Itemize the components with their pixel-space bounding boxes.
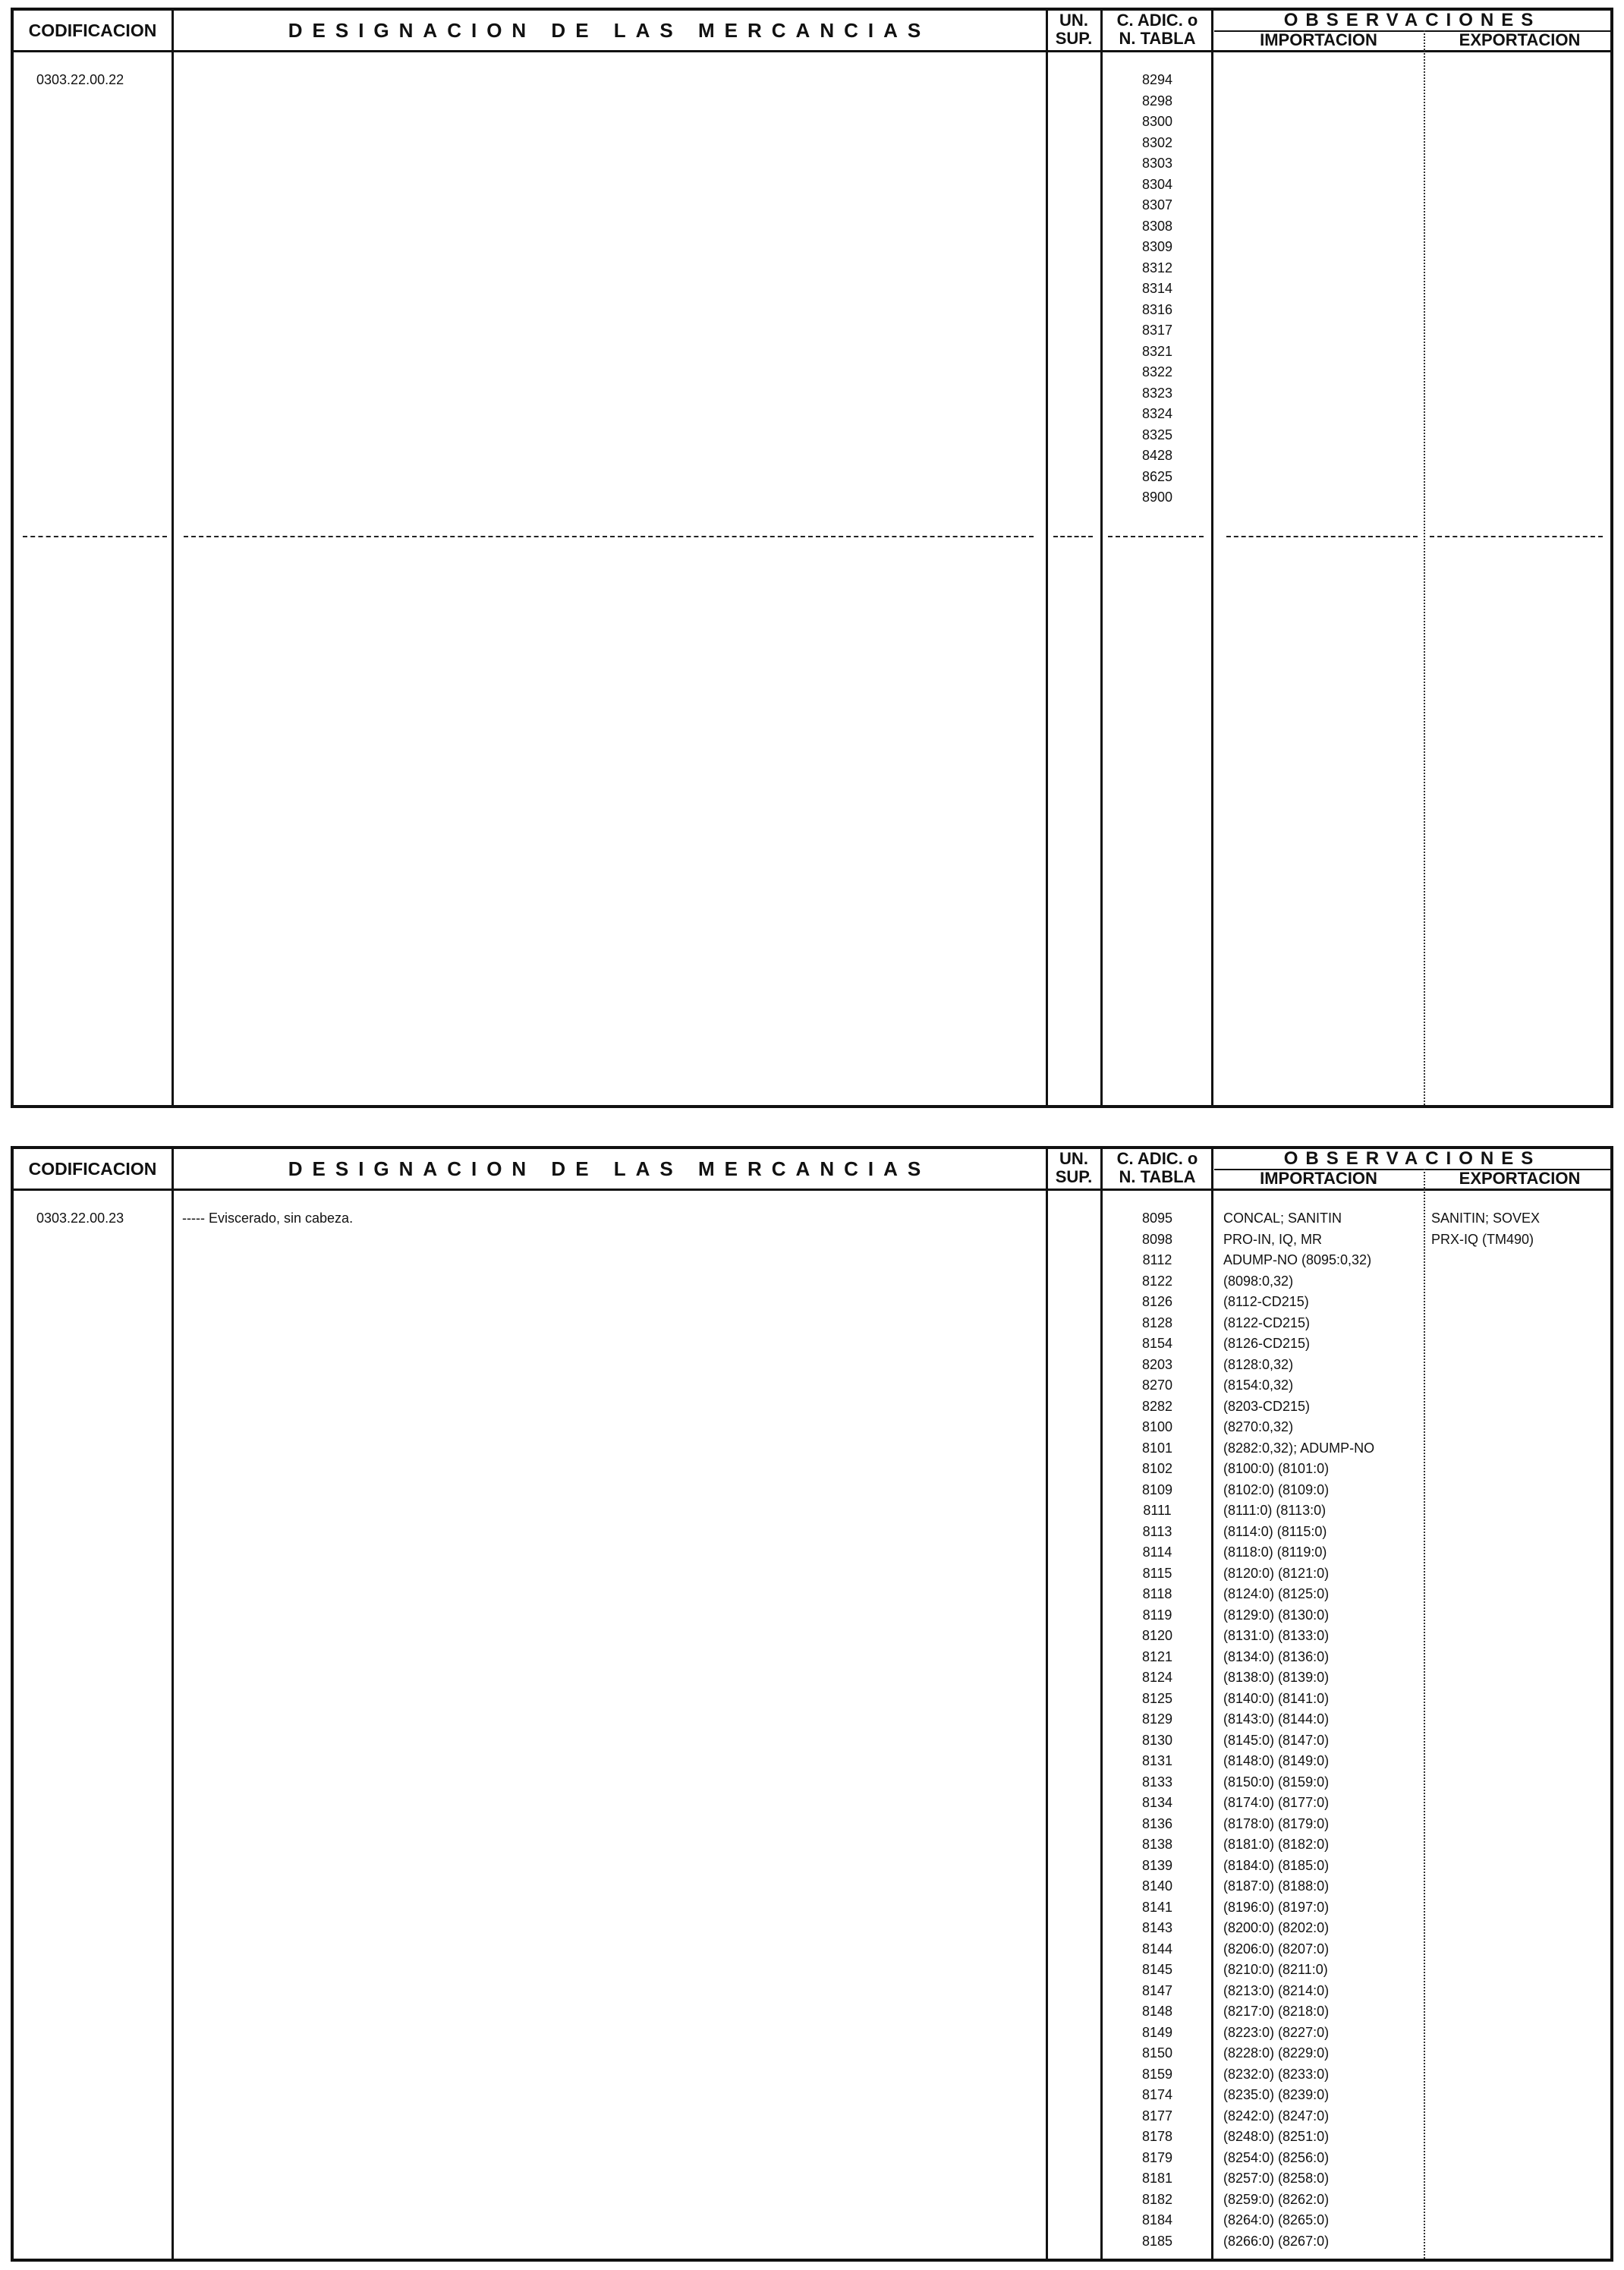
header-obs-divider — [1424, 1169, 1425, 1189]
column-divider — [1046, 11, 1048, 1105]
header-obs-divider — [1424, 30, 1425, 50]
header-sup: SUP. — [1055, 30, 1093, 47]
dashed-separator — [1108, 536, 1204, 537]
obs-column-divider — [1424, 1189, 1425, 2259]
additional-codes-list: 8095 8098 8112 8122 8126 8128 8154 8203 8270 8282 8100 8101 8102 8109 8111 8113 8114 8115 8118 8119 8120 8121 8124 8125 8129 8130 8131 8133 8134 8136 8138 8139 8140 8141 8143 8144 8145 8147 8148 8149 8150 8159 8174 8177 8178 8179 8181 8182 8184 8185 — [1141, 1211, 1173, 2249]
exportacion-observations: SANITIN; SOVEX PRX-IQ (TM490) — [1431, 1211, 1541, 1247]
column-divider — [1046, 1149, 1048, 2259]
dashed-separator — [1053, 536, 1093, 537]
importacion-observations: CONCAL; SANITIN PRO-IN, IQ, MR ADUMP-NO (8095:0,32) (8098:0,32) (8112-CD215) (8122-CD215) (8126-CD215) (8128:0,32) (8154:0,32) (8203-CD215) (8270:0,32) (8282:0,32); ADUMP-NO (8100:0) (8101:0) (8102:0) (8109:0) (8111:0) (8113:0) (8114:0) (8115:0) (8118:0) (8119:0) (8120:0) (8121:0) (8124:0) (8125:0) (8129:0) (8130:0) (8131:0) (8133:0) (8134:0) (8136:0) (8138:0) (8139:0) (8140:0) (8141:0) (8143:0) (8144:0) (8145:0) (8147:0) (8148:0) (8149:0) (8150:0) (8159:0) (8174:0) (8177:0) (8178:0) (8179:0) (8181:0) (8182:0) (8184:0) (8185:0) (8187:0) (8188:0) (8196:0) (8197:0) (8200:0) (8202:0) (8206:0) (8207:0) (8210:0) (8211:0) (8213:0) (8214:0) (8217:0) (8218:0) (8223:0) (8227:0) (8228:0) (8229:0) (8232:0) (8233:0) (8235:0) (8239:0) (8242:0) (8247:0) (8248:0) (8251:0) (8254:0) (8256:0) (8257:0) (8258:0) (8259:0) (8262:0) (8264:0) (8265:0) (8266:0) (8267:0) — [1223, 1211, 1375, 2249]
column-divider — [1211, 11, 1213, 1105]
obs-column-divider — [1424, 50, 1425, 1105]
dashed-separator — [23, 536, 167, 537]
column-divider — [1100, 11, 1103, 1105]
header-codificacion: CODIFICACION — [28, 20, 157, 40]
header-un: UN. — [1059, 12, 1088, 29]
header-observaciones: OBSERVACIONES — [1283, 11, 1541, 30]
tariff-panel-2 — [11, 1146, 1613, 2262]
header-cadic: C. ADIC. o — [1116, 1151, 1198, 1167]
header-importacion: IMPORTACION — [1260, 1170, 1377, 1188]
header-sup: SUP. — [1055, 1169, 1093, 1185]
tariff-panel-1 — [11, 8, 1613, 1108]
header-ntabla: N. TABLA — [1119, 30, 1196, 47]
header-cadic: C. ADIC. o — [1116, 12, 1198, 29]
item-description: ----- Eviscerado, sin cabeza. — [182, 1211, 354, 1226]
item-code: 0303.22.00.23 — [36, 1211, 124, 1226]
dashed-separator — [1430, 536, 1603, 537]
item-code: 0303.22.00.22 — [36, 72, 124, 87]
header-exportacion: EXPORTACION — [1459, 31, 1581, 49]
additional-codes-list: 8294 8298 8300 8302 8303 8304 8307 8308 8309 8312 8314 8316 8317 8321 8322 8323 8324 8325 8428 8625 8900 — [1141, 72, 1173, 505]
header-designacion: DESIGNACION DE LAS MERCANCIAS — [288, 1157, 931, 1180]
table-header — [14, 1149, 1610, 1191]
column-divider — [1100, 1149, 1103, 2259]
header-designacion: DESIGNACION DE LAS MERCANCIAS — [288, 18, 931, 42]
header-exportacion: EXPORTACION — [1459, 1170, 1581, 1188]
dashed-separator — [1226, 536, 1418, 537]
column-divider — [1211, 1149, 1213, 2259]
header-observaciones: OBSERVACIONES — [1283, 1149, 1541, 1169]
dashed-separator — [184, 536, 1034, 537]
header-un: UN. — [1059, 1151, 1088, 1167]
table-header — [14, 11, 1610, 52]
header-ntabla: N. TABLA — [1119, 1169, 1196, 1185]
column-divider — [172, 1149, 174, 2259]
header-codificacion: CODIFICACION — [28, 1158, 157, 1179]
header-importacion: IMPORTACION — [1260, 31, 1377, 49]
column-divider — [172, 11, 174, 1105]
